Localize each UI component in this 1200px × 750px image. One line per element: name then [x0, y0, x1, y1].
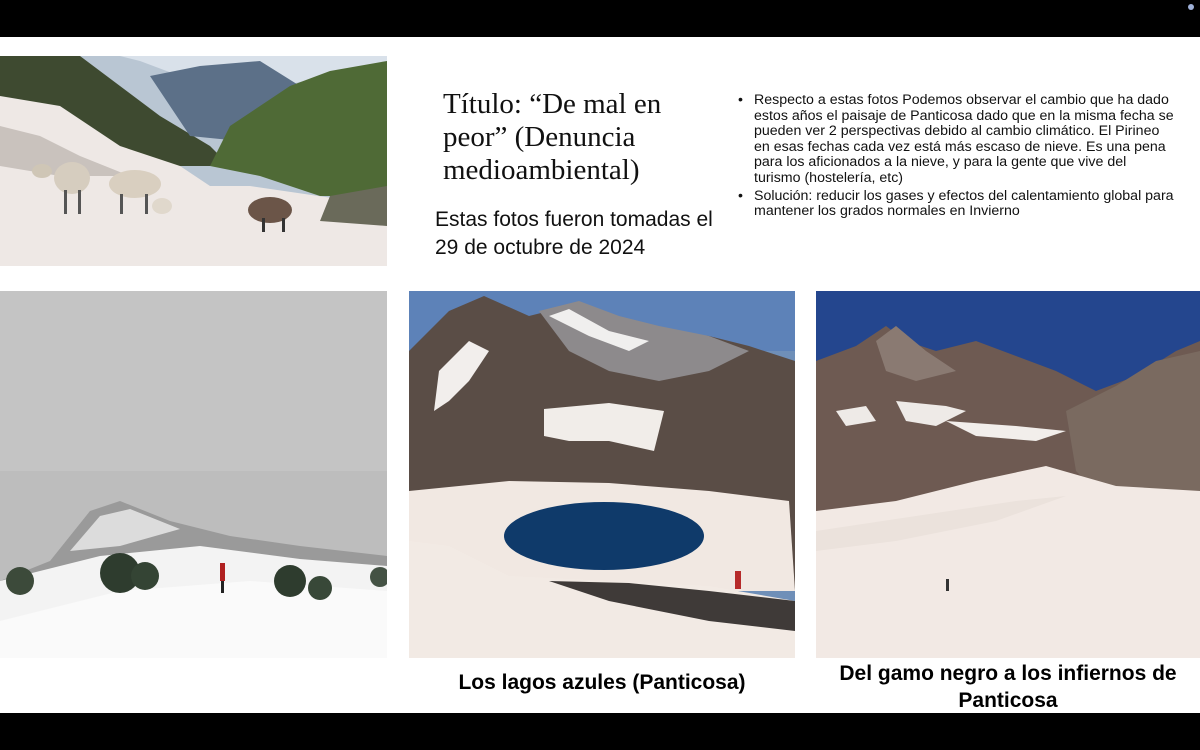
photo-date-text: Estas fotos fueron tomadas el 29 de octubre de 2024	[435, 208, 713, 259]
bottom-black-bar	[0, 713, 1200, 750]
caption-gamo-negro: Del gamo negro a los infiernos de Panticosa	[839, 662, 1177, 712]
rocky-peaks-photo	[816, 291, 1200, 658]
bullet-solution: • Solución: reducir los gases y efectos del calentamiento global para mantener los grados normales en Invierno	[735, 189, 1175, 220]
sheep-snow-photo	[0, 56, 387, 266]
presentation-slide	[0, 37, 1200, 713]
bullet-observation: • Respecto a estas fotos Podemos observar el cambio que ha dado estos años el paisaje de Panticosa dado que en la misma fecha se pueden ver 2 perspectivas debido al cambio climático. El Pirineo en esas fechas cada vez está más escaso de nieve. Es una pena para los aficionados a la nieve, y para la gente que vive del turismo (hostelería, etc)	[735, 93, 1175, 187]
blue-lake-photo	[409, 291, 795, 658]
top-black-bar	[0, 0, 1200, 37]
slide-title: Título: “De mal en peor” (Denuncia medioambiental)	[443, 88, 662, 186]
foggy-snow-hiker-photo	[0, 291, 387, 658]
caption-lagos-azules: Los lagos azules (Panticosa)	[458, 671, 746, 694]
status-dot-icon	[1188, 4, 1194, 10]
bullet-list	[735, 93, 1175, 222]
